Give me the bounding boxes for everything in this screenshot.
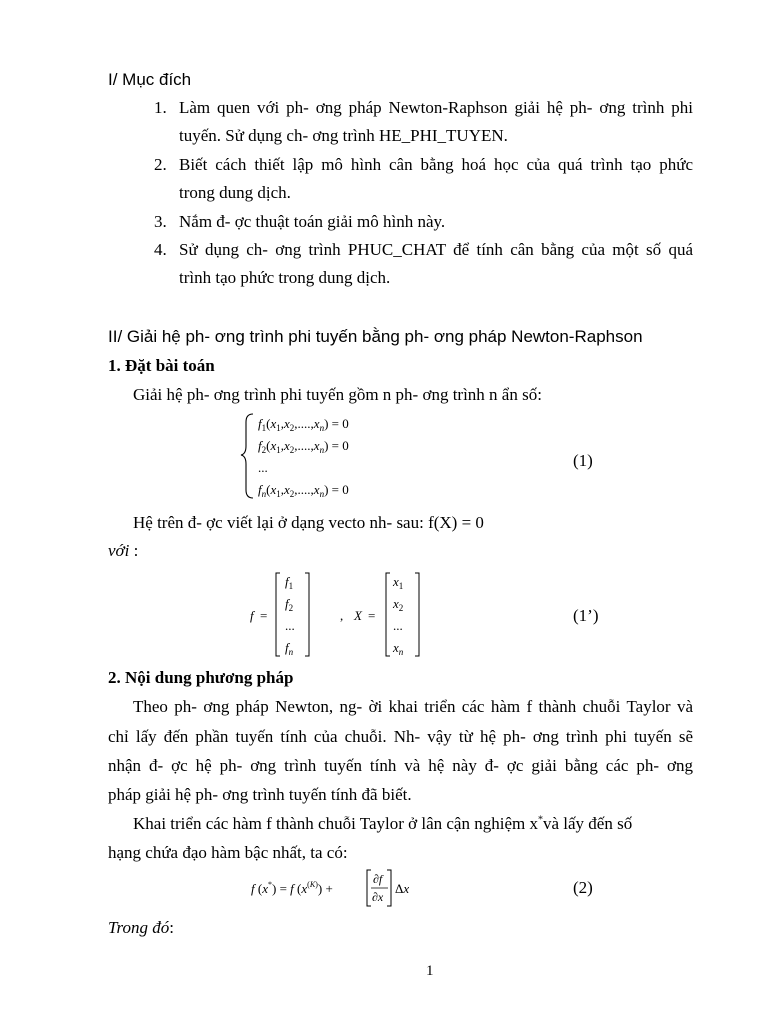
svg-text:Δx: Δx bbox=[395, 881, 410, 896]
with-word: với bbox=[108, 541, 130, 560]
where-word: Trong đó bbox=[108, 918, 170, 937]
equation-number: (1’) bbox=[573, 606, 599, 625]
list-item-text: Biết cách thiết lập mô hình cân bằng hoá học của quá trình tạo phức bbox=[179, 155, 693, 174]
svg-text:f1: $f_1$ bbox=[285, 574, 294, 591]
paragraph-line: hạng chứa đạo hàm bậc nhất, ta có: bbox=[108, 843, 348, 862]
svg-text:...: ... bbox=[285, 618, 295, 633]
svg-text:f (x*) = f (x(K)) +: f (x*) = f (x(K)) + bbox=[251, 880, 333, 896]
svg-text:X: X bbox=[354, 608, 362, 623]
list-number: 3. bbox=[154, 212, 167, 231]
paragraph-line: pháp giải hệ ph- ơng trình tuyến tính đã biết. bbox=[108, 785, 412, 804]
svg-text:xn: $x_n$ bbox=[393, 640, 404, 657]
svg-text:,: , bbox=[340, 608, 344, 623]
svg-text:x1: $x_1$ bbox=[393, 574, 404, 591]
list-item-text: Sử dụng ch- ơng trình PHUC_CHAT để tính cân bằng của một số quá bbox=[179, 240, 693, 259]
svg-text:fn: $f_n$ bbox=[285, 640, 294, 657]
svg-text:...: ... bbox=[393, 618, 403, 633]
superscript: * bbox=[537, 814, 543, 826]
paragraph: Giải hệ ph- ơng trình phi tuyến gồm n ph- ơng trình n ẩn số: bbox=[133, 385, 542, 404]
paragraph bbox=[108, 541, 138, 561]
svg-text:∂x: ∂x bbox=[372, 890, 384, 904]
svg-text:f1(x1,x2,....,xn) = 0: $f_1(x_1,x_2,....,x_n) = 0$ bbox=[258, 416, 349, 433]
paragraph-line bbox=[108, 918, 174, 938]
svg-text:x2: $x_2$ bbox=[393, 596, 404, 613]
list-number: 4. bbox=[154, 240, 167, 259]
paragraph-line bbox=[133, 814, 632, 834]
equation-number: (2) bbox=[573, 878, 593, 897]
svg-text:f2(x1,x2,....,xn) = 0: $f_2(x_1,x_2,....,x_n) = 0$ bbox=[258, 438, 349, 455]
svg-text:=: = bbox=[368, 608, 376, 623]
where-colon: : bbox=[169, 918, 174, 937]
paragraph-line: chỉ lấy đến phần tuyến tính của chuỗi. Nh- vậy từ hệ ph- ơng trình phi tuyến sẽ bbox=[108, 727, 693, 746]
equation-2 bbox=[245, 866, 425, 910]
with-colon: : bbox=[133, 541, 139, 560]
subsection-title: 2. Nội dung phương pháp bbox=[108, 668, 294, 687]
vector-definitions bbox=[245, 568, 435, 660]
list-item-text: trong dung dịch. bbox=[179, 183, 291, 202]
section-1-title: I/ Mục đích bbox=[108, 70, 192, 89]
svg-text:fn(x1,x2,....,xn) = 0: $f_n(x_1,x_2,....,x_n) = 0$ bbox=[258, 482, 349, 499]
page-number: 1 bbox=[426, 963, 434, 979]
svg-text:...: ... bbox=[258, 460, 268, 475]
svg-text:∂f: ∂f bbox=[373, 872, 383, 886]
list-item-text: Nắm đ- ợc thuật toán giải mô hình này. bbox=[179, 212, 446, 231]
equation-number: (1) bbox=[573, 451, 593, 470]
text-run: và lấy đến số bbox=[542, 814, 633, 833]
paragraph-line: nhận đ- ợc hệ ph- ơng trình tuyến tính và hệ này đ- ợc giải bằng các ph- ơng bbox=[108, 756, 693, 775]
section-2-title: II/ Giải hệ ph- ơng trình phi tuyến bằng ph- ơng pháp Newton-Raphson bbox=[108, 327, 643, 346]
equation-system-1 bbox=[240, 410, 420, 502]
list-item-text: Làm quen với ph- ơng pháp Newton-Raphson giải hệ ph- ơng trình phi bbox=[179, 98, 693, 117]
list-item-text: tuyến. Sử dụng ch- ơng trình HE_PHI_TUYEN. bbox=[179, 126, 508, 145]
list-number: 1. bbox=[154, 98, 167, 117]
svg-text:f2: $f_2$ bbox=[285, 596, 294, 613]
list-item-text: trình tạo phức trong dung dịch. bbox=[179, 268, 391, 287]
svg-text:=: = bbox=[260, 608, 268, 623]
list-number: 2. bbox=[154, 155, 167, 174]
paragraph-line: Theo ph- ơng pháp Newton, ng- ời khai triển các hàm f thành chuỗi Taylor và bbox=[133, 697, 693, 716]
text-run: Khai triển các hàm f thành chuỗi Taylor ở lân cận nghiệm x bbox=[133, 814, 538, 833]
paragraph: Hệ trên đ- ợc viết lại ở dạng vecto nh- sau: f(X) = 0 bbox=[133, 513, 484, 532]
svg-text:f: f bbox=[250, 608, 254, 623]
subsection-title: 1. Đặt bài toán bbox=[108, 356, 215, 375]
